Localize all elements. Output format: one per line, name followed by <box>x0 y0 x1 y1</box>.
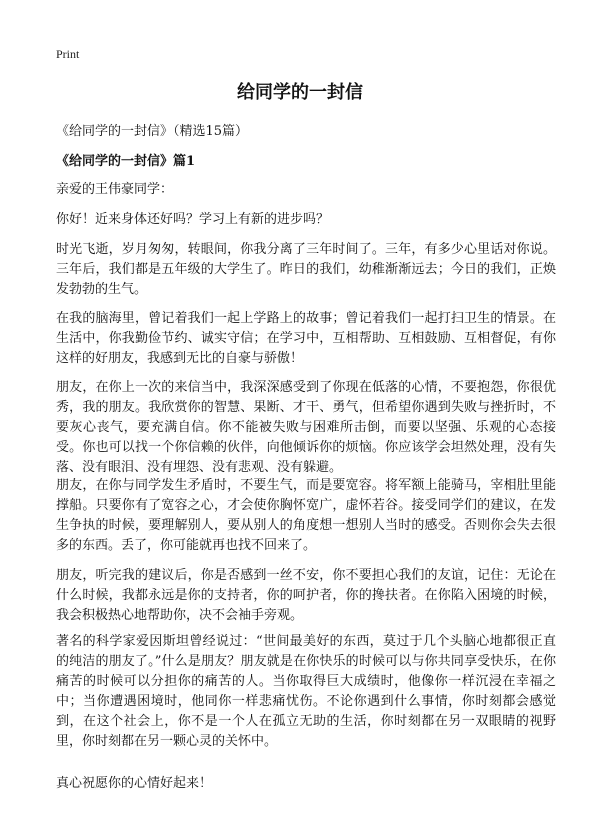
document-subtitle: 《给同学的一封信》（精选15篇） <box>56 124 249 139</box>
letter-salutation: 亲爱的王伟豪同学： <box>56 182 174 197</box>
letter-paragraph-4: 朋友，在你与同学发生矛盾时，不要生气，而是要宽容。将军额上能骑马，宰相肚里能撑船。只要你有了宽容之心，才会使你胸怀宽广，虚怀若谷。接受同学们的建议，在发生争执的时候，要理解别人，要从别人的角度想一想别人当时的感受。否则你会失去很多的东西。丢了，你可能就再也找不回来了。 <box>56 478 556 553</box>
page-title: 给同学的一封信 <box>237 82 363 103</box>
section-title: 《给同学的一封信》篇1 <box>56 154 196 169</box>
letter-greeting: 你好！近来身体还好吗？学习上有新的进步吗？ <box>56 212 330 227</box>
letter-paragraph-5: 朋友，听完我的建议后，你是否感到一丝不安，你不要担心我们的友谊，记住：无论在什么时候，我都永远是你的支持者，你的呵护者，你的搀扶者。在你陷入困境的时候，我会积极热心地帮助你，决不会袖手旁观。 <box>56 568 556 623</box>
print-link[interactable]: Print <box>56 47 80 61</box>
letter-paragraph-2: 在我的脑海里，曾记着我们一起上学路上的故事；曾记着我们一起打扫卫生的情景。在生活中，你我勤俭节约、诚实守信；在学习中，互相帮助、互相鼓励、互相督促，有你这样的好朋友，我感到无比的自豪与骄傲！ <box>56 311 556 366</box>
letter-paragraph-3: 朋友，在你上一次的来信当中，我深深感受到了你现在低落的心情，不要抱怨，你很优秀，我的朋友。我欣赏你的智慧、果断、才干、勇气，但希望你遇到失败与挫折时，不要灰心丧气，要充满自信。你不能被失败与困难所击倒，而要以坚强、乐观的心态接受。你也可以找一个你信赖的伙伴，向他倾诉你的烦恼。你应该学会坦然处理，没有失落、没有眼泪、没有埋怨、没有悲观、没有躲避。 <box>56 380 556 475</box>
letter-paragraph-1: 时光飞逝，岁月匆匆，转眼间，你我分离了三年时间了。三年，有多少心里话对你说。三年后，我们都是五年级的大学生了。昨日的我们，幼稚渐渐远去；今日的我们，正焕发勃勃的生气。 <box>56 242 556 297</box>
letter-closing: 真心祝愿你的心情好起来！ <box>56 776 213 791</box>
letter-paragraph-6: 著名的科学家爱因斯坦曾经说过：“世间最美好的东西，莫过于几个头脑心地都很正直的纯洁的朋友了。”什么是朋友？朋友就是在你快乐的时候可以与你共同享受快乐，在你痛苦的时候可以分担你的痛苦的人。当你取得巨大成绩时，他像你一样沉浸在幸福之中；当你遭遇困境时，他同你一样悲痛忧伤。不论你遇到什么事情，你时刻都会感觉到，在这个社会上，你不是一个人在孤立无助的生活，你时刻都在另一双眼睛的视野里，你时刻都在另一颗心灵的关怀中。 <box>56 634 556 749</box>
